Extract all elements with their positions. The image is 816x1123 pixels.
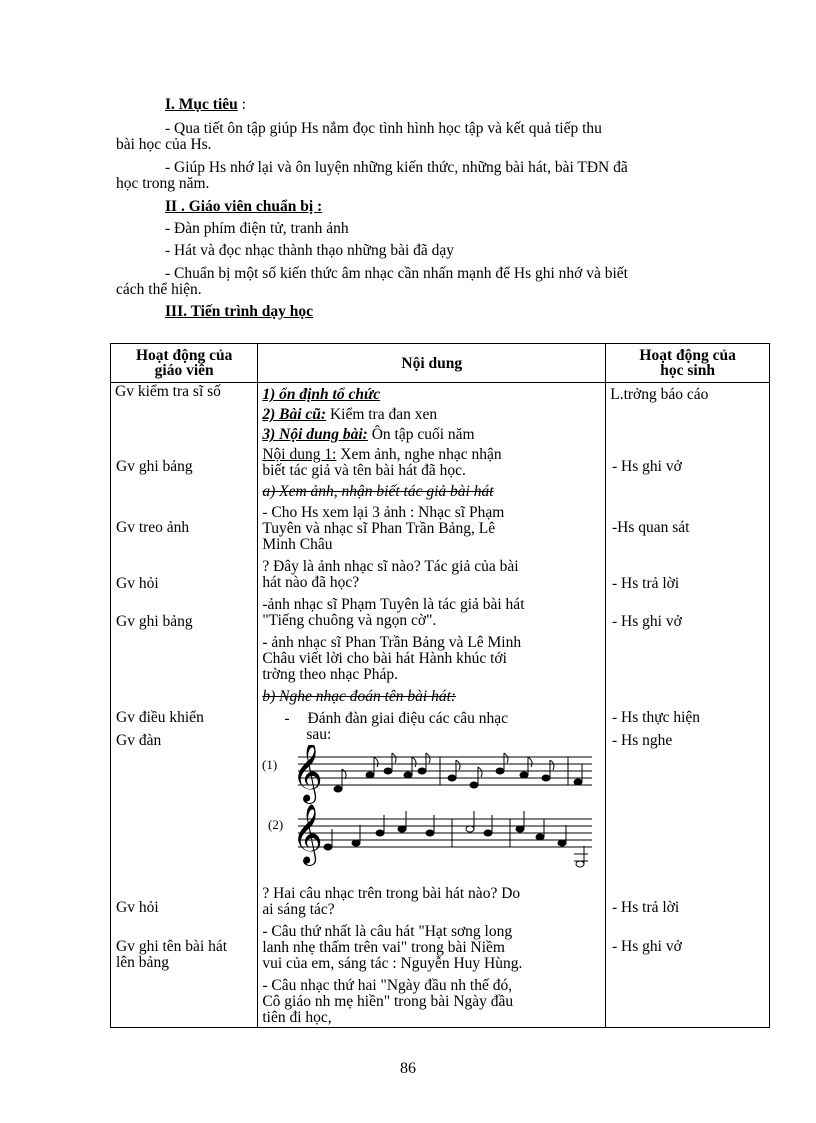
- header-teacher: [111, 344, 258, 383]
- r7-content-b: sau:: [306, 726, 332, 743]
- r2-teacher: Gv ghi bảng: [116, 458, 193, 475]
- section-2-item-3b: cách thể hiện.: [116, 281, 202, 298]
- section-1-title: I. Mục tiêu: [165, 96, 238, 113]
- r2-student: - Hs ghi vở: [612, 458, 682, 475]
- r7-teacher: Gv đàn: [116, 732, 162, 749]
- section-1-colon: :: [237, 96, 246, 113]
- header-teacher-line-2: giáo viên: [154, 362, 214, 379]
- lesson-table: [110, 343, 770, 1028]
- r7-bullet: -: [284, 710, 290, 727]
- r5-content-c: - ảnh nhạc sĩ Phan Trần Bảng và Lê Minh: [262, 634, 522, 651]
- r8-student: - Hs trả lời: [612, 899, 680, 916]
- page-number: 86: [400, 1060, 416, 1077]
- r5-content-d: Châu viết lời cho bài hát Hành khúc tới: [262, 650, 507, 667]
- table-row: [111, 383, 770, 1028]
- staff-1-notes: [334, 753, 582, 792]
- cell-student: [606, 383, 770, 1028]
- music-staves-svg: [262, 745, 594, 880]
- r9-content-c: vui của em, sáng tác : Nguyễn Huy Hùng.: [262, 955, 523, 972]
- cell-teacher: [111, 383, 258, 1028]
- r1-content-2-text: Kiểm tra đan xen: [326, 406, 438, 423]
- r3-content-a: - Cho Hs xem lại 3 ảnh : Nhạc sĩ Phạm: [262, 504, 505, 521]
- r8-content-a: ? Hai câu nhạc trên trong bài hát nào? Do: [262, 885, 521, 902]
- r2-content-b: biết tác giả và tên bài hát đã học.: [262, 462, 466, 479]
- table-header-row: [111, 344, 770, 383]
- treble-clef-icon-1: 𝄞: [292, 745, 324, 802]
- r5-teacher: Gv ghi bảng: [116, 613, 193, 630]
- r9-content-e: Cô giáo nh mẹ hiền" trong bài Ngày đầu: [262, 993, 514, 1010]
- r7-student: - Hs nghe: [612, 732, 673, 749]
- section-1-paragraph-1b: bài học của Hs.: [116, 136, 212, 153]
- r3-student: -Hs quan sát: [612, 519, 690, 536]
- r4-content-a: ? Đây là ảnh nhạc sĩ nào? Tác giả của bài: [262, 558, 519, 575]
- r6-teacher: Gv điều khiển: [116, 709, 204, 726]
- r6-student: - Hs thực hiện: [612, 709, 701, 726]
- r1-content-2-label: 2) Bài cũ:: [262, 406, 327, 423]
- r3-content-c: Minh Châu: [262, 536, 333, 553]
- r5-content-e: trờng theo nhạc Pháp.: [262, 666, 398, 683]
- r2-content-label: Nội dung 1:: [262, 446, 337, 463]
- section-1-paragraph-2a: - Giúp Hs nhớ lại và ôn luyện những kiến thức, những bài hát, bài TĐN đã: [165, 159, 628, 176]
- r9-teacher-b: lên bảng: [116, 954, 169, 971]
- r1-content-3: [262, 427, 601, 443]
- staff-2-label: (2): [268, 817, 284, 832]
- header-student: [606, 344, 770, 383]
- r8-teacher: Gv hỏi: [116, 899, 159, 916]
- section-1-heading: [165, 97, 246, 113]
- r9-content-d: - Câu nhạc thứ hai "Ngày đầu nh thế đó,: [262, 977, 513, 994]
- r7-content-a: [262, 711, 601, 727]
- staff-1-label: (1): [262, 757, 278, 772]
- r2-content-sub: a) Xem ảnh, nhận biết tác giả bài hát: [262, 483, 494, 500]
- r9-content-a: - Câu thứ nhất là câu hát "Hạt sơng long: [262, 923, 513, 940]
- r1-student: L.trởng báo cáo: [610, 386, 709, 403]
- music-notation: [262, 745, 601, 880]
- r1-teacher: Gv kiểm tra sĩ số: [115, 383, 221, 400]
- r9-content-f: tiên đi học,: [262, 1009, 332, 1026]
- section-2-title: II . Giáo viên chuẩn bị :: [165, 198, 323, 215]
- section-2-item-1: - Đàn phím điện tử, tranh ảnh: [165, 220, 349, 237]
- staff-2: [298, 819, 592, 847]
- header-student-line-1: Hoạt động của: [639, 347, 736, 364]
- cell-content: [258, 383, 606, 1028]
- r7-text-a: Đánh đàn giai điệu các câu nhạc: [307, 710, 509, 727]
- r5-content-a: -ảnh nhạc sĩ Phạm Tuyên là tác giả bài hát: [262, 596, 525, 613]
- section-3-title: III. Tiến trình dạy học: [165, 303, 314, 320]
- r1-content-3-label: 3) Nội dung bài:: [262, 426, 368, 443]
- r9-content-b: lanh nhẹ thấm trên vai" trong bài Niềm: [262, 939, 505, 956]
- r3-content-b: Tuyên và nhạc sĩ Phan Trần Bảng, Lê: [262, 520, 496, 537]
- header-teacher-line-1: Hoạt động của: [135, 347, 233, 364]
- r5-content-b: "Tiếng chuông và ngọn cờ".: [262, 612, 437, 629]
- header-student-line-2: học sinh: [660, 362, 715, 379]
- r9-teacher-a: Gv ghi tên bài hát: [116, 938, 228, 955]
- r4-content-b: hát nào đã học?: [262, 574, 360, 591]
- section-2-item-2: - Hát và đọc nhạc thành thạo những bài đã dạy: [165, 242, 455, 259]
- r2-content-1: [262, 447, 601, 463]
- r3-teacher: Gv treo ảnh: [116, 519, 190, 536]
- r1-content-1: 1) ổn định tổ chức: [262, 386, 381, 403]
- r4-student: - Hs trả lời: [612, 575, 680, 592]
- r1-content-3-text: Ôn tập cuối năm: [367, 426, 475, 443]
- section-1-paragraph-2b: học trong năm.: [116, 175, 210, 192]
- r8-content-b: ai sáng tác?: [262, 901, 335, 918]
- treble-clef-icon-2: 𝄞: [292, 804, 324, 864]
- section-2-item-3a: - Chuẩn bị một số kiến thức âm nhạc cần nhấn mạnh để Hs ghi nhớ và biết: [165, 265, 628, 282]
- r4-teacher: Gv hỏi: [116, 575, 159, 592]
- header-content: Nội dung: [258, 344, 606, 383]
- r6-content-sub: b) Nghe nhạc đoán tên bài hát:: [262, 688, 457, 705]
- r9-student: - Hs ghi vở: [612, 938, 682, 955]
- r5-student: - Hs ghi vở: [612, 613, 682, 630]
- r2-content-a: Xem ảnh, nghe nhạc nhận: [336, 446, 502, 463]
- r1-content-2: [262, 407, 601, 423]
- section-1-paragraph-1a: - Qua tiết ôn tập giúp Hs nắm đọc tình hình học tập và kết quả tiếp thu: [165, 120, 602, 137]
